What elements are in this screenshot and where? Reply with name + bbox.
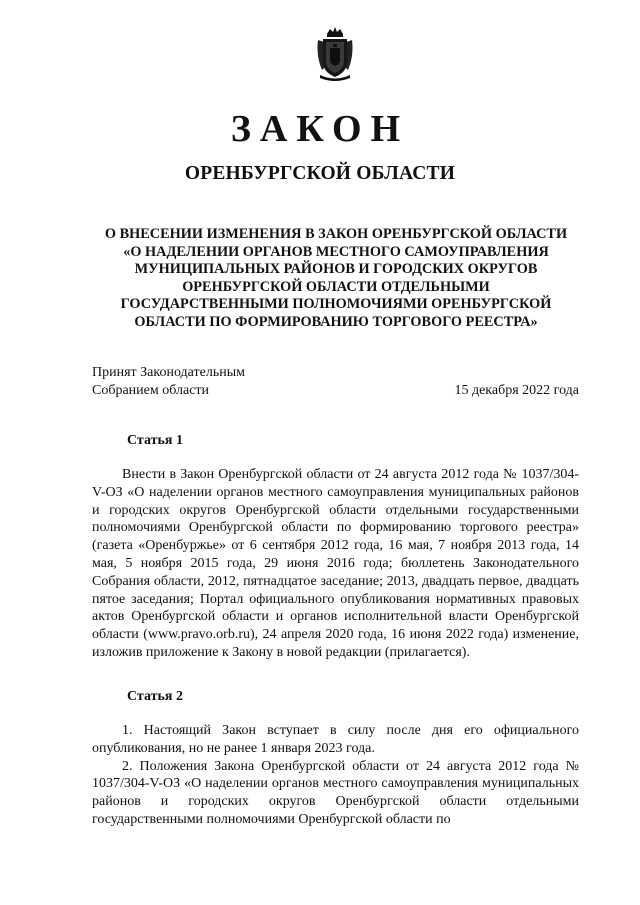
heading-line: ОБЛАСТИ ПО ФОРМИРОВАНИЮ ТОРГОВОГО РЕЕСТРА» bbox=[134, 313, 538, 330]
article-1-paragraph: Внести в Закон Оренбургской области от 24 августа 2012 года № 1037/304-V-ОЗ «О наделении органов местного самоуправления муниципальных районов и городских округов Оренбургской области отдельными государственными полномочиями Оренбургской области по формированию торгового реестра» (газета «Оренбуржье» от 6 сентября 2012 года, 16 мая, 7 ноября 2013 года, 14 мая, 5 ноября 2015 года, 29 июня 2016 года; бюллетень Законодательного Собрания области, 2012, пятнадцатое заседание; 2013, двадцать первое, двадцать пятое заседания; Портал официального опубликования нормативных правовых актов Оренбургской области и органов исполнительной власти Оренбургской области (www.pravo.orb.ru), 24 апреля 2020 года, 16 июня 2022 года) изменение, изложив приложение к Закону в новой редакции (прилагается). bbox=[92, 467, 579, 660]
heading-line: О ВНЕСЕНИИ ИЗМЕНЕНИЯ В ЗАКОН ОРЕНБУРГСКОЙ ОБЛАСТИ bbox=[104, 226, 568, 242]
adopted-line: Принят Законодательным bbox=[92, 365, 245, 380]
adopted-line: Собранием области bbox=[92, 382, 210, 398]
document-title: ЗАКОН bbox=[230, 108, 410, 150]
article-2-paragraph-2: 2. Положения Закона Оренбургской области от 24 августа 2012 года № 1037/304-V-ОЗ «О наделении органов местного самоуправления муниципальных районов и городских округов Оренбургской области отдельными государственными полномочиями Оренбургской области по bbox=[92, 758, 579, 827]
heading-line: ОРЕНБУРГСКОЙ ОБЛАСТИ ОТДЕЛЬНЫМИ bbox=[182, 278, 490, 295]
adopted-date: 15 декабря 2022 года bbox=[454, 382, 579, 398]
document-subtitle: ОРЕНБУРГСКОЙ ОБЛАСТИ bbox=[184, 163, 456, 184]
article-1-title: Статья 1 bbox=[127, 433, 183, 448]
law-heading bbox=[88, 226, 584, 332]
article-1-body bbox=[92, 466, 579, 662]
article-2-body bbox=[92, 722, 579, 829]
adopted-by bbox=[92, 364, 245, 399]
coat-of-arms-icon bbox=[314, 26, 356, 82]
article-2-paragraph-1: 1. Настоящий Закон вступает в силу после дня его официального опубликования, но не ранее 1 января 2023 года. bbox=[92, 723, 579, 756]
heading-line: МУНИЦИПАЛЬНЫХ РАЙОНОВ И ГОРОДСКИХ ОКРУГОВ bbox=[134, 261, 538, 278]
article-2-title: Статья 2 bbox=[127, 689, 183, 704]
heading-line: «О НАДЕЛЕНИИ ОРГАНОВ МЕСТНОГО САМОУПРАВЛЕНИЯ bbox=[123, 243, 549, 260]
heading-line: ГОСУДАРСТВЕННЫМИ ПОЛНОМОЧИЯМИ ОРЕНБУРГСКОЙ bbox=[120, 296, 552, 313]
